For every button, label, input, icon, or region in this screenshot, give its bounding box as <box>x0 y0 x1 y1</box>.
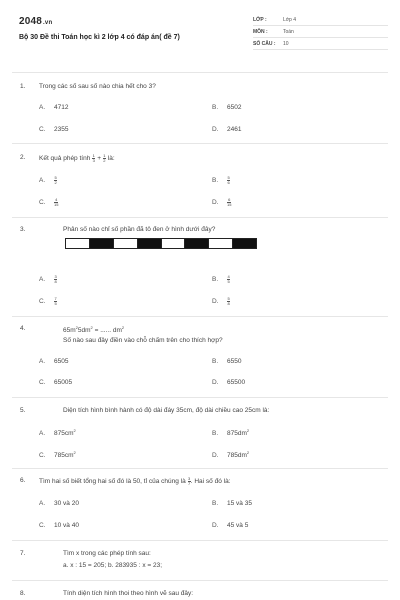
fraction: $\frac{5}{2}$ <box>54 175 57 185</box>
question-3-text: Phân số nào chỉ số phần đã tô đen ở hình dưới đây? <box>63 226 216 233</box>
meta-row-subject: MÔN : Toán <box>253 26 388 38</box>
divider <box>12 143 388 144</box>
option-b[interactable]: B. 15 và 35 <box>212 500 252 507</box>
option-b[interactable]: B. 6550 <box>212 358 242 365</box>
question-number: 3. <box>20 226 26 233</box>
option-c[interactable]: C. $\frac{4}{15}$ <box>39 197 59 207</box>
question-7-text: Tìm x trong các phép tính sau: <box>63 550 151 557</box>
option-d[interactable]: D. 2461 <box>212 126 242 133</box>
option-c[interactable]: C. 10 và 40 <box>39 522 79 529</box>
option-d[interactable]: D. $785dm^2$ <box>212 450 250 460</box>
document-meta <box>253 14 388 50</box>
option-c[interactable]: C. $785cm^2$ <box>39 450 76 460</box>
option-c[interactable]: C. 65005 <box>39 379 73 386</box>
question-5-text: Diện tích hình bình hành có độ dài đáy 35cm, độ dài chiều cao 25cm là: <box>63 407 270 414</box>
fraction: $\frac{4}{15}$ <box>54 197 59 207</box>
divider <box>12 397 388 398</box>
fraction: $\frac{3}{7}$ <box>188 476 191 486</box>
fraction: $\frac{1}{2}$ <box>103 153 106 163</box>
question-6-text: Tìm hai số biết tổng hai số đó là 50, tỉ của chúng là $\frac{3}{7}$ . Hai số đó là: <box>39 476 231 486</box>
question-4-equation: $65m^25dm^2$ = ...... $dm^2$ <box>63 325 125 335</box>
strip-cell-shaded <box>185 239 209 248</box>
strip-cell-empty <box>66 239 90 248</box>
option-c[interactable]: C. 2355 <box>39 126 69 133</box>
fraction: $\frac{6}{15}$ <box>227 197 232 207</box>
question-1-text: Trong các số sau số nào chia hết cho 3? <box>39 83 156 90</box>
fraction: $\frac{5}{6}$ <box>227 175 230 185</box>
divider <box>12 580 388 581</box>
document-page <box>12 12 388 600</box>
divider <box>12 72 388 73</box>
question-number: 4. <box>20 325 26 332</box>
strip-cell-shaded <box>90 239 114 248</box>
option-a[interactable]: A. $\frac{5}{2}$ <box>39 175 57 185</box>
question-8-text: Tính diện tích hình thoi theo hình vẽ sau đây: <box>63 590 194 597</box>
option-d[interactable]: D. 45 và 5 <box>212 522 249 529</box>
question-number: 2. <box>20 154 26 161</box>
option-b[interactable]: B. $\frac{5}{6}$ <box>212 175 230 185</box>
question-number: 1. <box>20 83 26 90</box>
option-b[interactable]: B. $\frac{4}{5}$ <box>212 274 230 284</box>
option-b[interactable]: B. $875dm^2$ <box>212 428 250 438</box>
option-d[interactable]: D. $\frac{5}{8}$ <box>212 296 230 306</box>
option-a[interactable]: A. $875cm^2$ <box>39 428 76 438</box>
option-c[interactable]: C. $\frac{7}{5}$ <box>39 296 57 306</box>
strip-cell-empty <box>114 239 138 248</box>
fraction: $\frac{4}{5}$ <box>227 274 230 284</box>
option-d[interactable]: D. 65500 <box>212 379 246 386</box>
question-7-equations: a. x : 15 = 205; b. 283935 : x = 23; <box>63 562 163 569</box>
document-title: Bộ 30 Đề thi Toán học kì 2 lớp 4 có đáp án( đề 7) <box>19 34 180 41</box>
option-a[interactable]: A. 6505 <box>39 358 69 365</box>
option-d[interactable]: D. $\frac{6}{15}$ <box>212 197 232 207</box>
option-a[interactable]: A. 30 và 20 <box>39 500 79 507</box>
divider <box>12 540 388 541</box>
strip-cell-empty <box>162 239 186 248</box>
question-2-text: Kết quả phép tính $\frac{1}{3}$ + $\frac{1}{2}$ là: <box>39 153 115 163</box>
document-header <box>12 12 388 60</box>
meta-row-class: LỚP : Lớp 4 <box>253 14 388 26</box>
divider <box>12 217 388 218</box>
option-b[interactable]: B. 6502 <box>212 104 242 111</box>
strip-cell-shaded <box>233 239 256 248</box>
question-number: 6. <box>20 477 26 484</box>
question-number: 8. <box>20 590 26 597</box>
strip-cell-empty <box>209 239 233 248</box>
question-4-text: Số nào sau đây điền vào chỗ chấm trên cho thích hợp? <box>63 337 223 344</box>
fraction: $\frac{1}{3}$ <box>92 153 95 163</box>
question-number: 5. <box>20 407 26 414</box>
shaded-strip-figure <box>65 238 257 249</box>
site-logo[interactable]: 2048.vn <box>19 16 53 27</box>
divider <box>12 316 388 317</box>
divider <box>12 468 388 469</box>
question-number: 7. <box>20 550 26 557</box>
meta-row-question-count: SỐ CÂU : 10 <box>253 38 388 50</box>
fraction: $\frac{7}{5}$ <box>54 296 57 306</box>
fraction: $\frac{3}{8}$ <box>54 274 57 284</box>
fraction: $\frac{5}{8}$ <box>227 296 230 306</box>
option-a[interactable]: A. $\frac{3}{8}$ <box>39 274 57 284</box>
option-a[interactable]: A. 4712 <box>39 104 69 111</box>
strip-cell-shaded <box>138 239 162 248</box>
